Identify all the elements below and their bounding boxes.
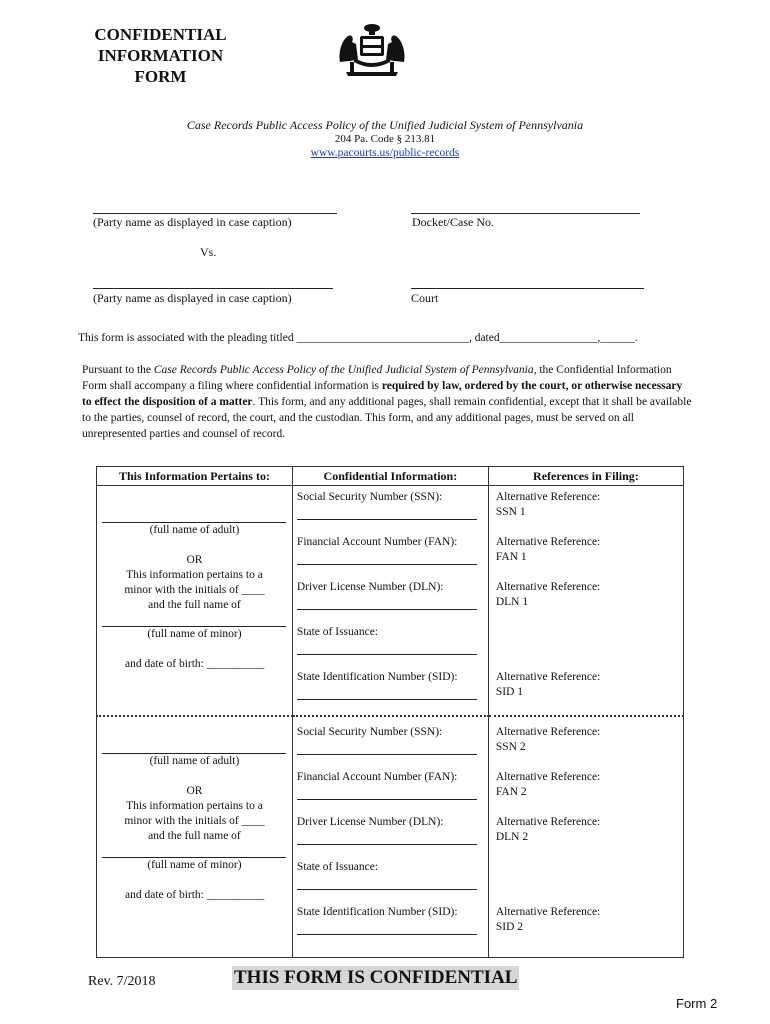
dln-label: Driver License Number (DLN):	[296, 581, 444, 593]
ssn-label: Social Security Number (SSN):	[296, 491, 443, 503]
pennsylvania-seal-icon	[336, 22, 408, 82]
info-block-1	[293, 486, 488, 715]
ref-fan-1: FAN 1	[495, 551, 527, 563]
issuance-label: State of Issuance:	[296, 861, 379, 873]
minor-dob[interactable]: and date of birth: __________	[125, 889, 265, 901]
pacourts-link[interactable]: www.pacourts.us/public-records	[310, 147, 460, 159]
issuance-label: State of Issuance:	[296, 626, 379, 638]
docket-line[interactable]	[411, 213, 640, 214]
adult-name-blank[interactable]	[102, 509, 286, 523]
fan-blank[interactable]	[297, 785, 477, 800]
ref-sid-1: SID 1	[495, 686, 523, 698]
pertains-block-1: (full name of adult) OR This information pertains to a minor with the initials of ____ and the full name of (full name of minor) and date of birth: __________	[97, 486, 292, 704]
party2-label: (Party name as displayed in case caption)	[93, 291, 292, 305]
refs-block-1: Alternative Reference: SSN 1 Alternative Reference: FAN 1 Alternative Reference: DLN 1 Alternative Reference: SID 1	[489, 486, 683, 715]
ref-sid-2: SID 2	[495, 921, 523, 933]
minor-dob[interactable]: and date of birth: __________	[125, 658, 265, 670]
court-line[interactable]	[411, 288, 644, 289]
form-title: CONFIDENTIAL INFORMATION FORM	[94, 25, 227, 86]
sid-label: State Identification Number (SID):	[296, 906, 458, 918]
issuance-blank[interactable]	[297, 640, 477, 655]
ref-dln-2: DLN 2	[495, 831, 529, 843]
fan-label: Financial Account Number (FAN):	[296, 536, 458, 548]
ssn-blank[interactable]	[297, 740, 477, 755]
docket-label: Docket/Case No.	[412, 215, 494, 229]
ref-fan-2: FAN 2	[495, 786, 527, 798]
minor-name-blank[interactable]	[102, 613, 286, 627]
dln-blank[interactable]	[297, 595, 477, 610]
minor-name-blank[interactable]	[102, 844, 286, 858]
pa-code-citation: 204 Pa. Code § 213.81	[334, 133, 436, 145]
info-block-2	[293, 717, 488, 950]
party2-name-line[interactable]	[93, 288, 333, 289]
sid-blank[interactable]	[297, 920, 477, 935]
fan-blank[interactable]	[297, 550, 477, 565]
court-label: Court	[411, 291, 439, 305]
sid-label: State Identification Number (SID):	[296, 671, 458, 683]
dln-blank[interactable]	[297, 830, 477, 845]
ref-ssn-2: SSN 2	[495, 741, 526, 753]
pertains-block-2: (full name of adult) OR This information pertains to a minor with the initials of ____ and the full name of (full name of minor) and date of birth: __________	[97, 717, 292, 957]
refs-block-2: Alternative Reference: SSN 2 Alternative Reference: FAN 2 Alternative Reference: DLN 2 Alternative Reference: SID 2	[489, 717, 683, 950]
versus-label: Vs.	[200, 245, 217, 259]
adult-name-blank[interactable]	[102, 740, 286, 754]
sid-blank[interactable]	[297, 685, 477, 700]
party1-label: (Party name as displayed in case caption)	[93, 215, 292, 229]
pleading-line: This form is associated with the pleading titled ______________________________, dated_________________,______.	[78, 332, 638, 344]
issuance-blank[interactable]	[297, 875, 477, 890]
ref-dln-1: DLN 1	[495, 596, 529, 608]
ssn-blank[interactable]	[297, 505, 477, 520]
ssn-label: Social Security Number (SSN):	[296, 726, 443, 738]
policy-paragraph: Pursuant to the Case Records Public Access Policy of the Unified Judicial System of Pennsylvania, the Confidential Information Form shall accompany a filing where confidential information is required by law, ordered by the court, or otherwise necessary to effect the disposition of a matter. This form, and any additional pages, shall remain confidential, except that it shall be available to the parties, counsel of record, the court, and the custodian. This form, and any additional pages, must be served on all unrepresented parties and counsel of record.	[82, 364, 692, 440]
confidential-banner: THIS FORM IS CONFIDENTIAL	[234, 967, 518, 988]
fan-label: Financial Account Number (FAN):	[296, 771, 458, 783]
header-pertains: This Information Pertains to:	[97, 467, 293, 486]
ref-ssn-1: SSN 1	[495, 506, 526, 518]
revision-label: Rev. 7/2018	[88, 974, 156, 989]
policy-title: Case Records Public Access Policy of the Unified Judicial System of Pennsylvania	[186, 118, 584, 132]
header-confidential-info: Confidential Information:	[292, 467, 488, 486]
form-number: Form 2	[676, 996, 718, 1011]
dln-label: Driver License Number (DLN):	[296, 816, 444, 828]
confidential-info-table	[96, 466, 684, 958]
party1-name-line[interactable]	[93, 213, 337, 214]
header-references: References in Filing:	[488, 467, 683, 486]
